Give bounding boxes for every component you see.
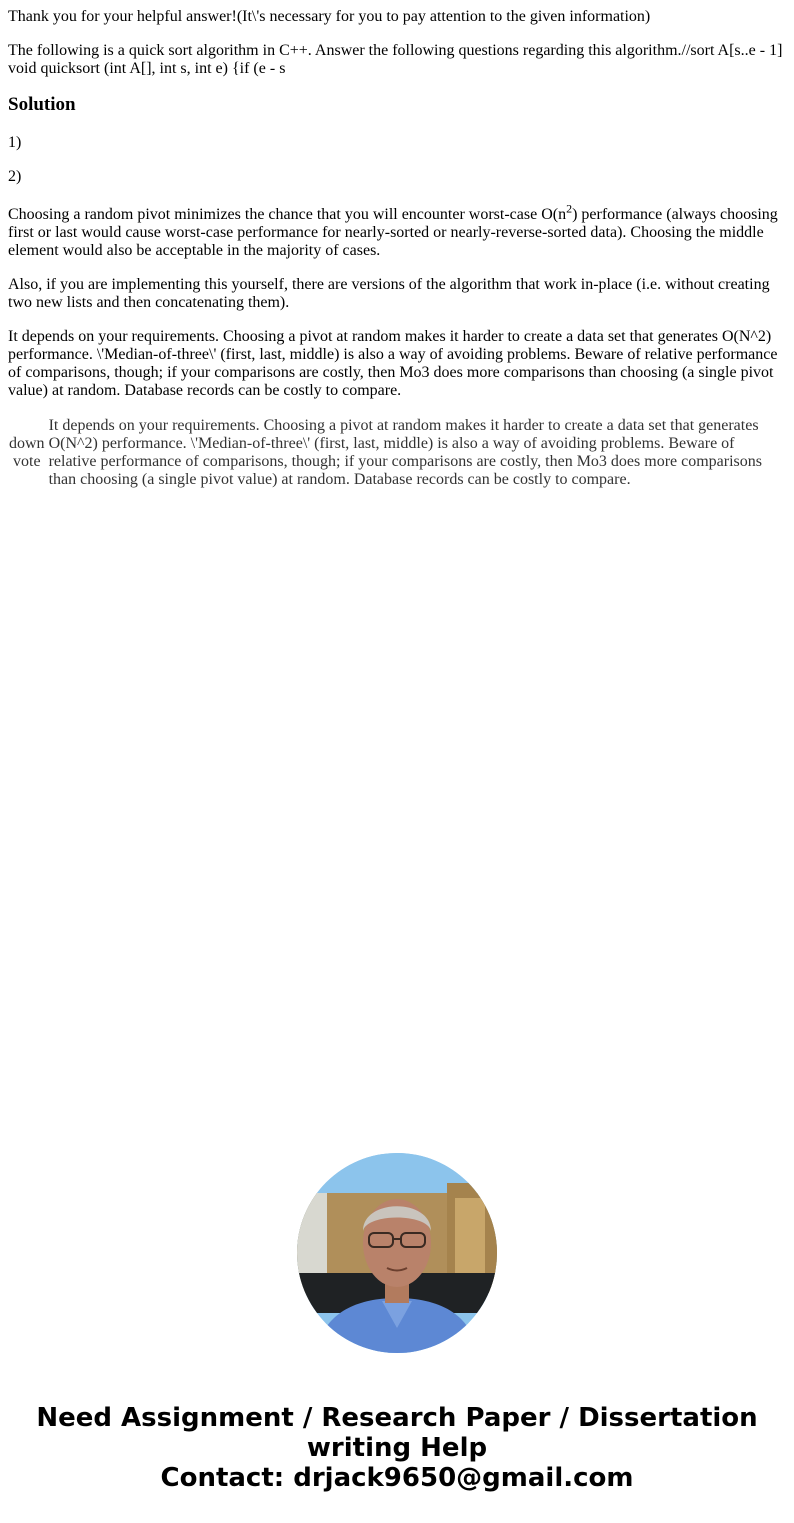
document-body [8,8,786,492]
answer-paragraph-pivot [8,201,786,260]
promo-line-2: writing Help [306,1433,488,1463]
vote-block [6,414,786,492]
voted-answer-text: It depends on your requirements. Choosing a pivot at random makes it harder to create a data set that generates O(N^2) performance. \'Median-of-three\' (first, last, middle) is also a way of avoiding problems. Beware of relative performance of comparisons, though; if your comparisons are costly, then Mo3 does more comparisons than choosing (a single pivot value) at random. Database records can be costly to compare. [48,417,762,488]
author-photo [297,1153,497,1353]
promo-line-1: Need Assignment / Research Paper / Dissertation [36,1403,758,1433]
promo-footer [0,1403,794,1493]
answer-item-1: 1) [8,134,22,151]
portrait-image [297,1153,497,1353]
down-vote-label[interactable]: down vote [9,435,45,470]
pivot-text-end: ) performance (always choosing first or last would cause worst-case performance for nearly-sorted or nearly-reverse-sorted data). Choosing the middle element would also be acceptable in the majority of cases. [8,206,778,259]
contact-email[interactable]: Contact: drjack9650@gmail.com [160,1463,634,1493]
solution-heading: Solution [8,94,76,115]
pivot-text-start: Choosing a random pivot minimizes the chance that you will encounter worst-case O(n [8,206,567,223]
answer-paragraph-requirements: It depends on your requirements. Choosing a pivot at random makes it harder to create a data set that generates O(N^2) performance. \'Median-of-three\' (first, last, middle) is also a way of avoiding problems. Beware of relative performance of comparisons, though; if your comparisons are costly, then Mo3 does more comparisons than choosing (a single pivot value) at random. Database records can be costly to compare. [8,328,778,399]
exponent: 2 [566,201,573,216]
thanks-note: Thank you for your helpful answer!(It\'s necessary for you to pay attention to the given information) [8,8,651,25]
question-text: The following is a quick sort algorithm in C++. Answer the following questions regarding this algorithm.//sort A[s..e - 1] void quicksort (int A[], int s, int e) {if (e - s [8,42,783,77]
answer-paragraph-inplace: Also, if you are implementing this yourself, there are versions of the algorithm that work in-place (i.e. without creating two new lists and then concatenating them). [8,276,770,311]
answer-item-2: 2) [8,168,22,185]
